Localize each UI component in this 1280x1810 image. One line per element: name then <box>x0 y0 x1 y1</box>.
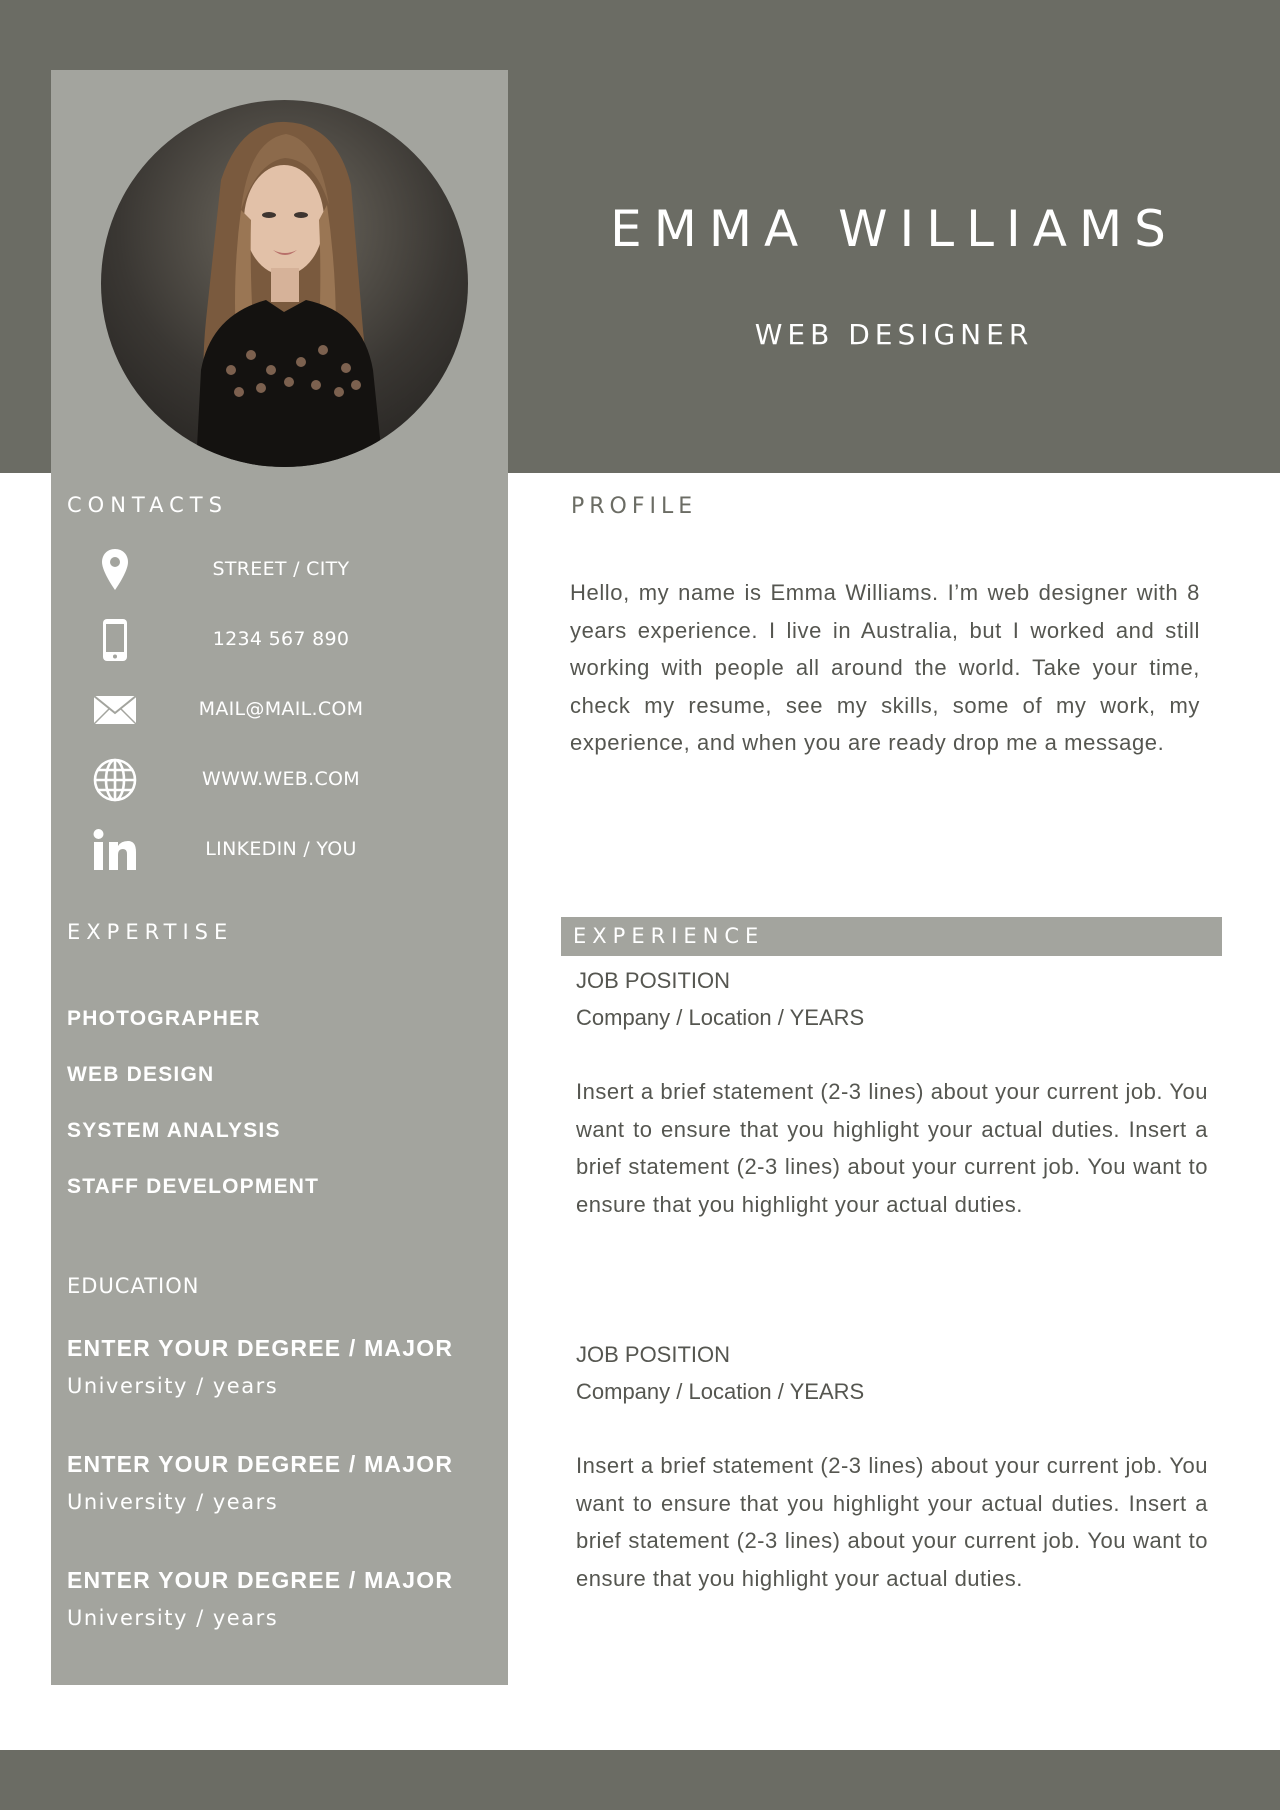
job-company: Company / Location / YEARS <box>576 1005 865 1030</box>
mobile-phone-icon <box>91 616 139 664</box>
job-entry <box>576 1336 1208 1597</box>
expertise-item: STAFF DEVELOPMENT <box>67 1175 320 1198</box>
experience-heading-bar <box>561 917 1222 956</box>
education-degree: ENTER YOUR DEGREE / MAJOR <box>67 1451 454 1477</box>
envelope-icon <box>91 686 139 734</box>
education-degree: ENTER YOUR DEGREE / MAJOR <box>67 1335 454 1361</box>
contact-address <box>51 540 508 600</box>
education-school: University / years <box>67 1606 279 1630</box>
contact-email <box>51 680 508 740</box>
contact-phone <box>51 610 508 670</box>
linkedin-icon <box>91 826 139 874</box>
contacts-heading: CONTACTS <box>67 493 228 517</box>
education-degree: ENTER YOUR DEGREE / MAJOR <box>67 1567 454 1593</box>
location-pin-icon <box>91 546 139 594</box>
contact-email-text: MAIL@MAIL.COM <box>198 698 364 720</box>
contact-website <box>51 750 508 810</box>
experience-heading: EXPERIENCE <box>573 924 765 948</box>
candidate-name: EMMA WILLIAMS <box>610 200 1178 258</box>
job-description: Insert a brief statement (2-3 lines) about your current job. You want to ensure that you highlight your actual duties. Insert a brief statement (2-3 lines) about your current job. You want to ensure that you highlight your actual duties. <box>576 1453 1208 1591</box>
job-company: Company / Location / YEARS <box>576 1379 865 1404</box>
contact-linkedin-text: LINKEDIN / YOU <box>205 838 357 860</box>
education-school: University / years <box>67 1490 279 1514</box>
profile-photo <box>101 100 468 467</box>
job-position: JOB POSITION <box>576 968 731 993</box>
education-heading: EDUCATION <box>67 1274 200 1298</box>
job-description: Insert a brief statement (2-3 lines) about your current job. You want to ensure that you highlight your actual duties. Insert a brief statement (2-3 lines) about your current job. You want to ensure that you highlight your actual duties. <box>576 1079 1208 1217</box>
education-school: University / years <box>67 1374 279 1398</box>
profile-heading: PROFILE <box>571 494 698 519</box>
job-position: JOB POSITION <box>576 1342 731 1367</box>
contact-phone-text: 1234 567 890 <box>212 628 350 650</box>
expertise-item: PHOTOGRAPHER <box>67 1007 261 1030</box>
contact-website-text: WWW.WEB.COM <box>202 768 360 790</box>
profile-text: Hello, my name is Emma Williams. I’m web designer with 8 years experience. I live in Australia, but I worked and still working with people all around the world. Take your time, check my resume, see my skills, some of my work, my experience, and when you are ready drop me a message. <box>570 580 1200 755</box>
expertise-item: SYSTEM ANALYSIS <box>67 1119 281 1142</box>
footer-band <box>0 1750 1280 1810</box>
sidebar <box>51 70 508 1685</box>
job-entry <box>576 962 1208 1223</box>
globe-icon <box>91 756 139 804</box>
contact-address-text: STREET / CITY <box>212 558 350 580</box>
candidate-job-title: WEB DESIGNER <box>754 318 1034 351</box>
expertise-item: WEB DESIGN <box>67 1063 215 1086</box>
expertise-heading: EXPERTISE <box>67 920 234 944</box>
contact-linkedin <box>51 820 508 880</box>
